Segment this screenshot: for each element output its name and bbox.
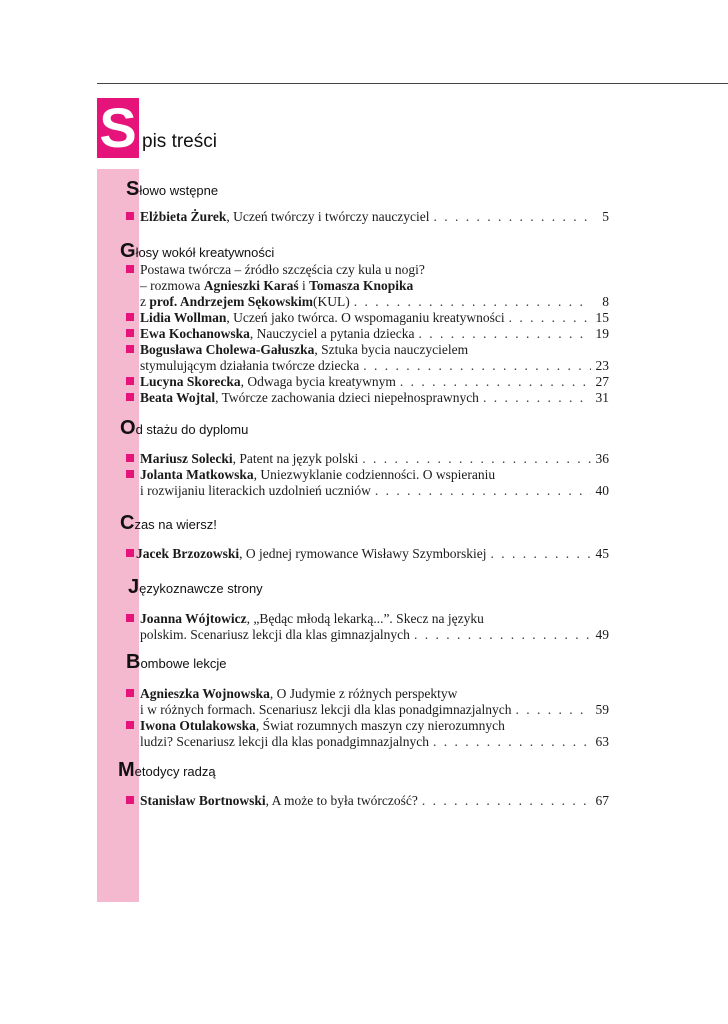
toc-entry[interactable]: Ewa Kochanowska , Nauczyciel a pytania dziecka . . . 19 [126, 325, 609, 342]
leader-dots [354, 293, 591, 310]
toc-entry[interactable]: Jacek Brzozowski , O jednej rymowance Wisławy Szymborskiej . . . 45 [126, 545, 609, 562]
bullet-icon [126, 470, 134, 478]
toc-entry[interactable]: Beata Wojtal , Twórcze zachowania dzieci niepełnosprawnych . . . 31 [126, 389, 609, 406]
page-number: 15 [595, 310, 609, 325]
section-heading: Słowo wstępne [126, 178, 219, 200]
section-heading: Głosy wokół kreatywności [120, 240, 275, 262]
page-number: 5 [602, 209, 609, 224]
page-number: 49 [595, 627, 609, 642]
leader-dots [418, 325, 591, 342]
toc-entry-continuation: i w różnych formach. Scenariusz lekcji dla klas ponadgimnazjalnych . . . 59 [126, 701, 609, 718]
leader-dots [375, 482, 591, 499]
leader-dots [509, 309, 591, 326]
toc-entry[interactable]: Bogusława Cholewa-Gałuszka , Sztuka bycia nauczycielem [126, 341, 609, 358]
toc-entry-continuation: – rozmowa Agnieszki Karaś i Tomasza Knopika [140, 278, 414, 293]
page-number: 45 [595, 546, 609, 561]
toc-entry[interactable]: Stanisław Bortnowski , A może to była twórczość? . . . 67 [126, 792, 609, 809]
page-title: pis treści [142, 131, 217, 152]
toc-entry-continuation: z prof. Andrzejem Sękowskim (KUL) . . . 8 [126, 293, 609, 310]
bullet-icon [126, 265, 134, 273]
title-initial: S [97, 98, 139, 158]
section-heading: Od stażu do dyplomu [120, 417, 249, 439]
toc-entry-continuation: polskim. Scenariusz lekcji dla klas gimnazjalnych . . . 49 [126, 626, 609, 643]
toc-entry-continuation: i rozwijaniu literackich uzdolnień uczniów . . . 40 [126, 482, 609, 499]
leader-dots [483, 389, 591, 406]
section-heading: Metodycy radzą [118, 759, 216, 781]
page-number: 19 [595, 326, 609, 341]
section-heading: Czas na wiersz! [120, 512, 217, 534]
page-number: 67 [595, 793, 609, 808]
toc-entry[interactable]: Lucyna Skorecka , Odwaga bycia kreatywnym . . . 27 [126, 373, 609, 390]
toc-entry[interactable]: Agnieszka Wojnowska , O Judymie z różnych perspektyw [126, 685, 609, 702]
leader-dots [434, 208, 591, 225]
bullet-icon [126, 796, 134, 804]
page-number: 40 [595, 483, 609, 498]
toc-entry[interactable]: Lidia Wollman , Uczeń jako twórca. O wspomaganiu kreatywności . . . 15 [126, 309, 609, 326]
toc-entry[interactable]: Iwona Otulakowska , Świat rozumnych maszyn czy nierozumnych [126, 717, 609, 734]
bullet-icon [126, 549, 134, 557]
leader-dots [491, 545, 591, 562]
page-number: 59 [595, 702, 609, 717]
section-heading: Bombowe lekcje [126, 651, 227, 673]
bullet-icon [126, 454, 134, 462]
page-number: 36 [595, 451, 609, 466]
bullet-icon [126, 393, 134, 401]
bullet-icon [126, 313, 134, 321]
leader-dots [422, 792, 591, 809]
bullet-icon [126, 721, 134, 729]
leader-dots [363, 357, 591, 374]
section-heading: Językoznawcze strony [128, 576, 263, 598]
leader-dots [516, 701, 592, 718]
page-number: 31 [595, 390, 609, 405]
bullet-icon [126, 212, 134, 220]
leader-dots [400, 373, 591, 390]
top-rule [97, 83, 728, 84]
toc-entry[interactable]: Elżbieta Żurek , Uczeń twórczy i twórczy nauczyciel . . . 5 [126, 208, 609, 225]
toc-entry[interactable]: Jolanta Matkowska , Uniezwyklanie codzienności. O wspieraniu [126, 466, 609, 483]
bullet-icon [126, 689, 134, 697]
bullet-icon [126, 377, 134, 385]
page-number: 8 [602, 294, 609, 309]
page-number: 23 [595, 358, 609, 373]
toc-entry-continuation: stymulującym działania twórcze dziecka . . . 23 [126, 357, 609, 374]
toc-entry-continuation: ludzi? Scenariusz lekcji dla klas ponadgimnazjalnych . . . 63 [126, 733, 609, 750]
toc-entry[interactable]: Joanna Wójtowicz , „Będąc młodą lekarką...”. Skecz na języku [126, 610, 609, 627]
leader-dots [414, 626, 591, 643]
toc-entry[interactable]: Mariusz Solecki , Patent na język polski . . . 36 [126, 450, 609, 467]
bullet-icon [126, 345, 134, 353]
bullet-icon [126, 329, 134, 337]
bullet-icon [126, 614, 134, 622]
page-number: 63 [595, 734, 609, 749]
leader-dots [433, 733, 591, 750]
page-number: 27 [595, 374, 609, 389]
toc-entry[interactable]: Postawa twórcza – źródło szczęścia czy kula u nogi? [126, 261, 609, 278]
leader-dots [362, 450, 591, 467]
